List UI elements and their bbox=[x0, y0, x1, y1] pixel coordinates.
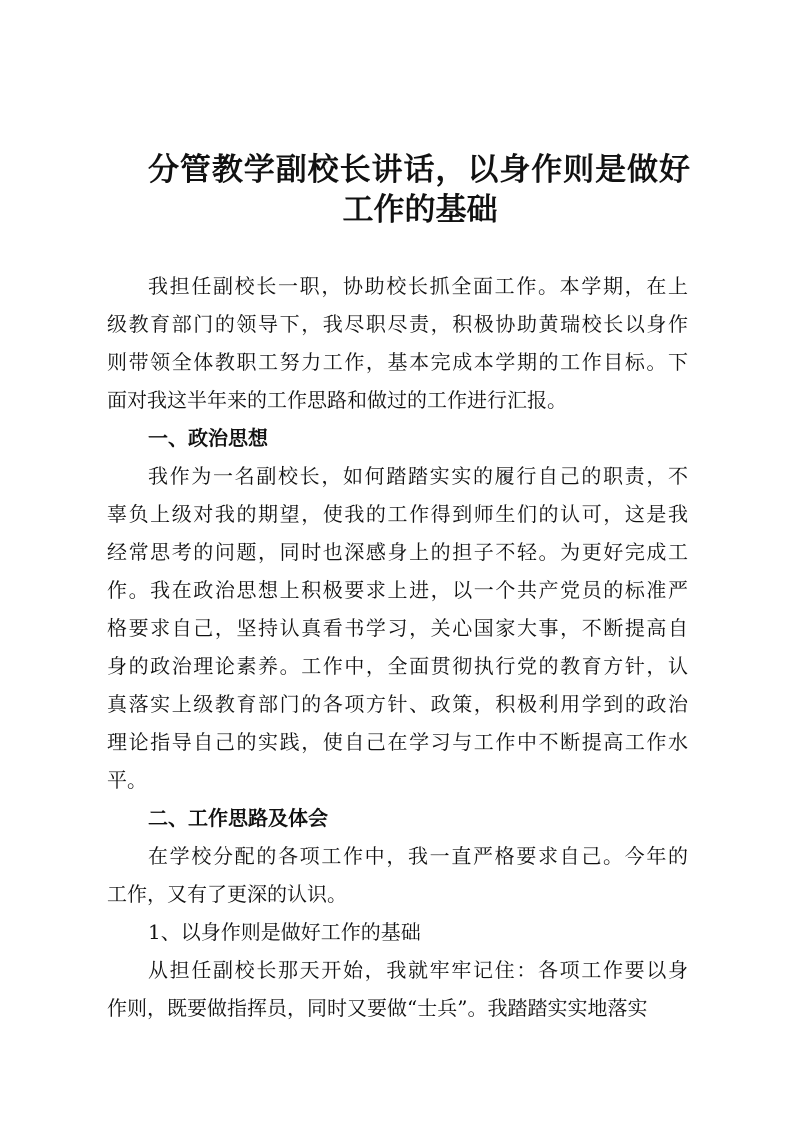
text-line: 理论指导自己的实践，使自己在学习与工作中不断提高工作水 bbox=[107, 730, 688, 754]
subsection-heading bbox=[107, 913, 688, 951]
text-line: 二、工作思路及体会 bbox=[148, 806, 328, 830]
text-line: 辜负上级对我的期望，使我的工作得到师生们的认可，这是我 bbox=[107, 502, 688, 526]
text-line: 在学校分配的各项工作中，我一直严格要求自己。今年的 bbox=[148, 844, 688, 868]
paragraph bbox=[107, 457, 688, 799]
section-heading bbox=[107, 799, 688, 837]
text-line: 经常思考的问题，同时也深感身上的担子不轻。为更好完成工 bbox=[107, 540, 688, 564]
text-line: 平。 bbox=[107, 768, 147, 792]
text-line: 身的政治理论素养。工作中，全面贯彻执行党的教育方针，认 bbox=[107, 654, 688, 678]
text-line: 格要求自己，坚持认真看书学习，关心国家大事，不断提高自 bbox=[107, 616, 688, 640]
text-line: 作。我在政治思想上积极要求上进，以一个共产党员的标准严 bbox=[107, 578, 688, 602]
text-line: 面对我这半年来的工作思路和做过的工作进行汇报。 bbox=[107, 388, 567, 412]
paragraph bbox=[107, 951, 688, 1027]
text-line: 级教育部门的领导下，我尽职尽责，积极协助黄瑞校长以身作 bbox=[107, 312, 688, 336]
text-line: 1、以身作则是做好工作的基础 bbox=[148, 920, 421, 944]
paragraph bbox=[107, 267, 688, 419]
paragraph bbox=[107, 837, 688, 913]
text-line: 工作，又有了更深的认识。 bbox=[107, 882, 347, 906]
text-line: 则带领全体教职工努力工作，基本完成本学期的工作目标。下 bbox=[107, 350, 688, 374]
text-line: 真落实上级教育部门的各项方针、政策，积极利用学到的政治 bbox=[107, 692, 688, 716]
section-heading bbox=[107, 419, 688, 457]
document-title-line-2: 工作的基础 bbox=[342, 192, 498, 228]
document-title-line-1: 分管教学副校长讲话，以身作则是做好 bbox=[148, 152, 690, 188]
text-line: 从担任副校长那天开始，我就牢牢记住：各项工作要以身 bbox=[148, 958, 688, 982]
text-line: 一、政治思想 bbox=[148, 426, 268, 450]
text-line: 作则，既要做指挥员，同时又要做“士兵”。我踏踏实实地落实 bbox=[107, 996, 648, 1020]
text-line: 我担任副校长一职，协助校长抓全面工作。本学期，在上 bbox=[148, 274, 688, 298]
document-body bbox=[107, 267, 688, 1027]
text-line: 我作为一名副校长，如何踏踏实实的履行自己的职责，不 bbox=[148, 464, 688, 488]
